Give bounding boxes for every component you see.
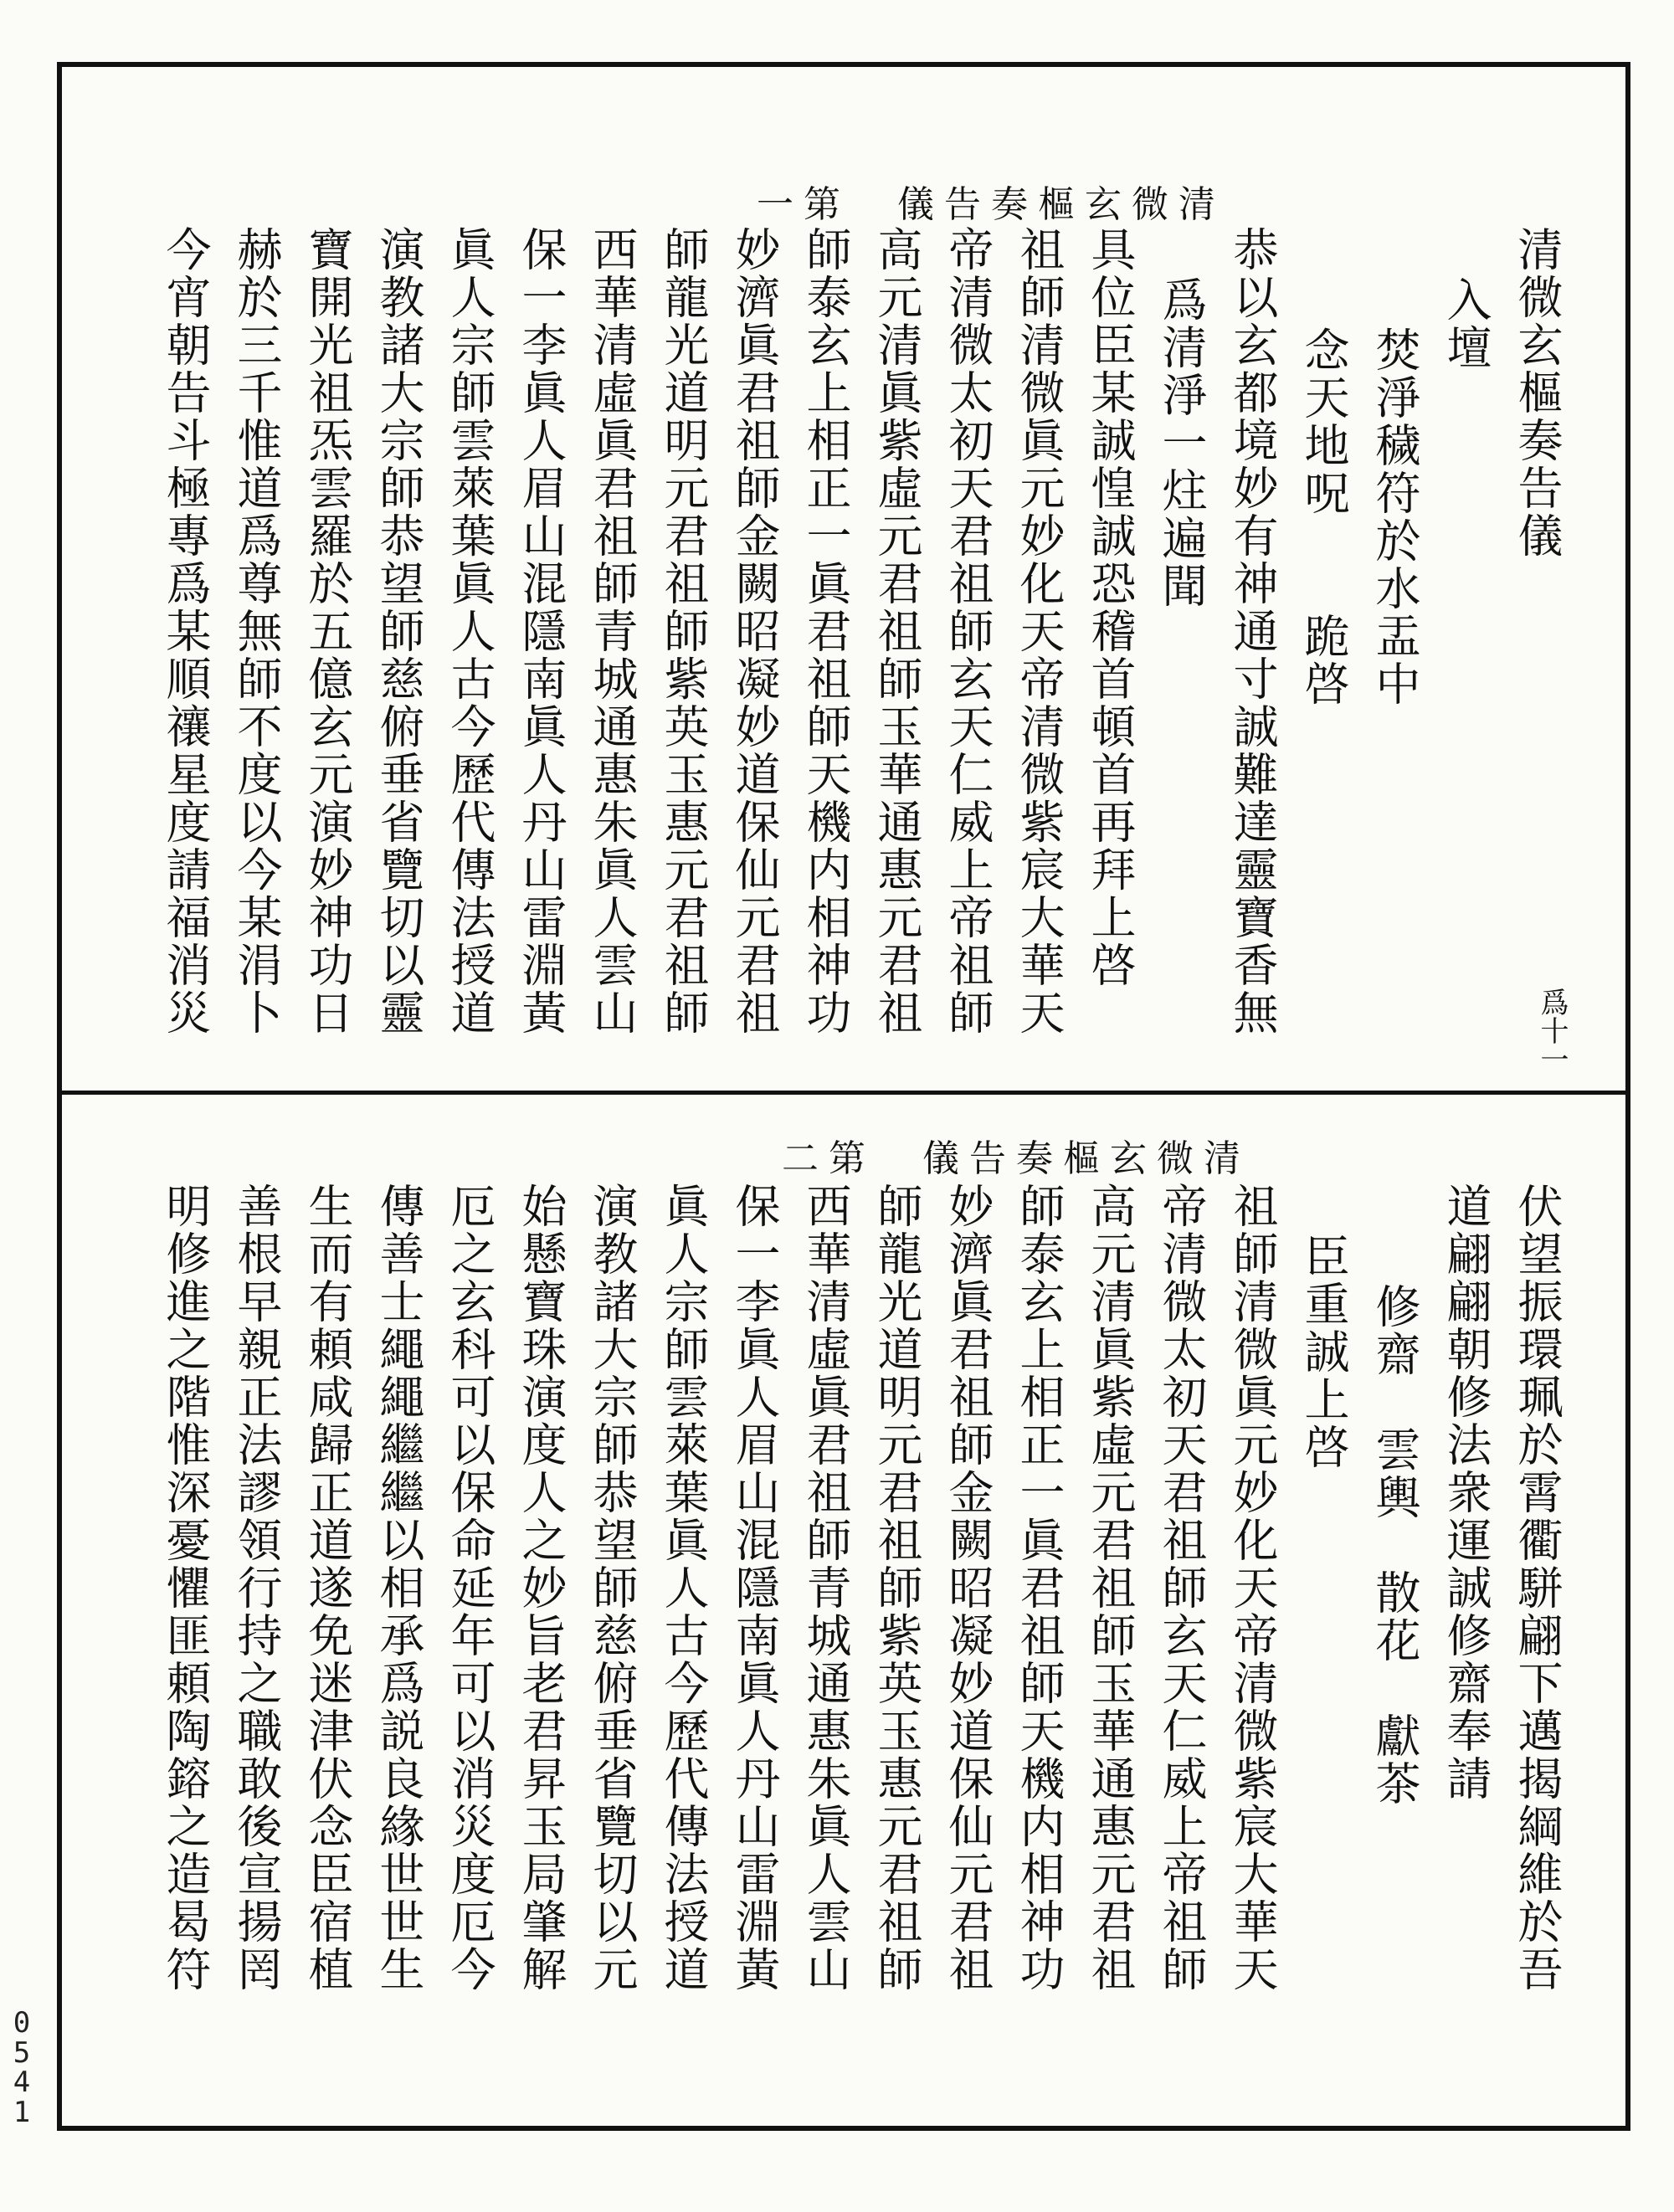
folio-mark-top: 爲十一	[1535, 988, 1569, 1073]
top-column-17: 演教諸大宗師恭望師慈俯垂省覽切以靈	[372, 226, 425, 1037]
running-header-bottom: 清微玄樞奏告儀 第二	[782, 1137, 1250, 1180]
bottom-column-7: 高元清眞紫虛元君祖師玉華通惠元君祖	[1084, 1183, 1137, 1994]
top-column-9: 帝清微太初天君祖師玄天仁威上帝祖師	[942, 226, 994, 1037]
bottom-column-16: 厄之玄科可以保命延年可以消災度厄今	[444, 1183, 496, 1994]
bottom-column-11: 西華清虛眞君祖師青城通惠朱眞人雲山	[799, 1183, 852, 1994]
bottom-column-4: 臣重誠上啓	[1297, 1233, 1350, 1471]
bottom-column-3: 修齋 雲輿 散花 獻茶	[1368, 1283, 1421, 1808]
top-column-20: 今宵朝告斗極專爲某順禳星度請福消災	[159, 226, 212, 1037]
top-column-5: 恭以玄都境妙有神通寸誠難達靈寶香無	[1226, 226, 1279, 1037]
page-code	[5, 2006, 39, 2130]
top-column-16: 眞人宗師雲萊葉眞人古今歷代傳法授道	[444, 226, 496, 1037]
bottom-column-10: 師龍光道明元君祖師紫英玉惠元君祖師	[870, 1183, 923, 1994]
page-code-digit: 1	[13, 2096, 31, 2130]
page-code-digit: 0	[13, 2006, 31, 2040]
bottom-column-17: 傳善士繩繩繼繼以相承爲説良緣世世生	[372, 1183, 425, 1994]
top-column-12: 妙濟眞君祖師金闕昭凝妙道保仙元君祖	[728, 226, 781, 1037]
page-code-digit: 4	[13, 2066, 31, 2100]
bottom-column-2: 道翩翩朝修法衆運誠修齋奉請	[1440, 1183, 1492, 1803]
top-column-11: 師泰玄上相正一眞君祖師天機内相神功	[799, 226, 852, 1037]
bottom-column-14: 演教諸大宗師恭望師慈俯垂省覽切以元	[586, 1183, 639, 1994]
running-header-top: 清微玄樞奏告儀 第一	[757, 183, 1225, 226]
bottom-text-columns	[62, 1099, 1625, 2131]
top-column-14: 西華清虛眞君祖師青城通惠朱眞人雲山	[586, 226, 639, 1037]
page-code-digit: 5	[13, 2035, 31, 2070]
bottom-column-12: 保一李眞人眉山混隱南眞人丹山雷淵黃	[728, 1183, 781, 1994]
bottom-panel	[62, 1099, 1625, 2131]
top-column-10: 高元清眞紫虛元君祖師玉華通惠元君祖	[870, 226, 923, 1037]
bottom-column-8: 師泰玄上相正一眞君祖師天機内相神功	[1013, 1183, 1066, 1994]
top-panel	[62, 67, 1625, 1095]
bottom-column-1: 伏望振環珮於霄衢駢翩下邁揭綱維於吾	[1511, 1183, 1564, 1994]
bottom-column-20: 明修進之階惟深憂懼匪頼陶鎔之造曷符	[159, 1183, 212, 1994]
top-column-4: 念天地呪 跪啓	[1297, 326, 1350, 708]
bottom-column-18: 生而有頼咸歸正道遂免迷津伏念臣宿植	[301, 1183, 354, 1994]
top-text-columns	[62, 67, 1625, 1091]
top-column-1: 清微玄樞奏告儀	[1511, 226, 1564, 560]
top-column-6: 爲清淨一炷遍聞	[1155, 276, 1208, 610]
bottom-column-13: 眞人宗師雲萊葉眞人古今歷代傳法授道	[657, 1183, 710, 1994]
top-column-19: 赫於三千惟道爲尊無師不度以今某涓卜	[230, 226, 283, 1037]
top-column-7: 具位臣某誠惶誠恐稽首頓首再拜上啓	[1084, 226, 1137, 989]
top-column-18: 寶開光祖炁雲羅於五億玄元演妙神功日	[301, 226, 354, 1037]
top-column-13: 師龍光道明元君祖師紫英玉惠元君祖師	[657, 226, 710, 1037]
bottom-column-5: 祖師清微眞元妙化天帝清微紫宸大華天	[1226, 1183, 1279, 1994]
top-column-2: 入壇	[1440, 276, 1492, 372]
bottom-column-19: 善根早親正法謬領行持之職敢後宣揚罔	[230, 1183, 283, 1994]
top-column-3: 焚淨穢符於水盂中	[1368, 326, 1421, 708]
top-column-8: 祖師清微眞元妙化天帝清微紫宸大華天	[1013, 226, 1066, 1037]
top-column-15: 保一李眞人眉山混隱南眞人丹山雷淵黃	[515, 226, 567, 1037]
bottom-column-15: 始懸寶珠演度人之妙旨老君昇玉局肇解	[515, 1183, 567, 1994]
page-frame	[57, 62, 1630, 2131]
bottom-column-6: 帝清微太初天君祖師玄天仁威上帝祖師	[1155, 1183, 1208, 1994]
bottom-column-9: 妙濟眞君祖師金闕昭凝妙道保仙元君祖	[942, 1183, 994, 1994]
